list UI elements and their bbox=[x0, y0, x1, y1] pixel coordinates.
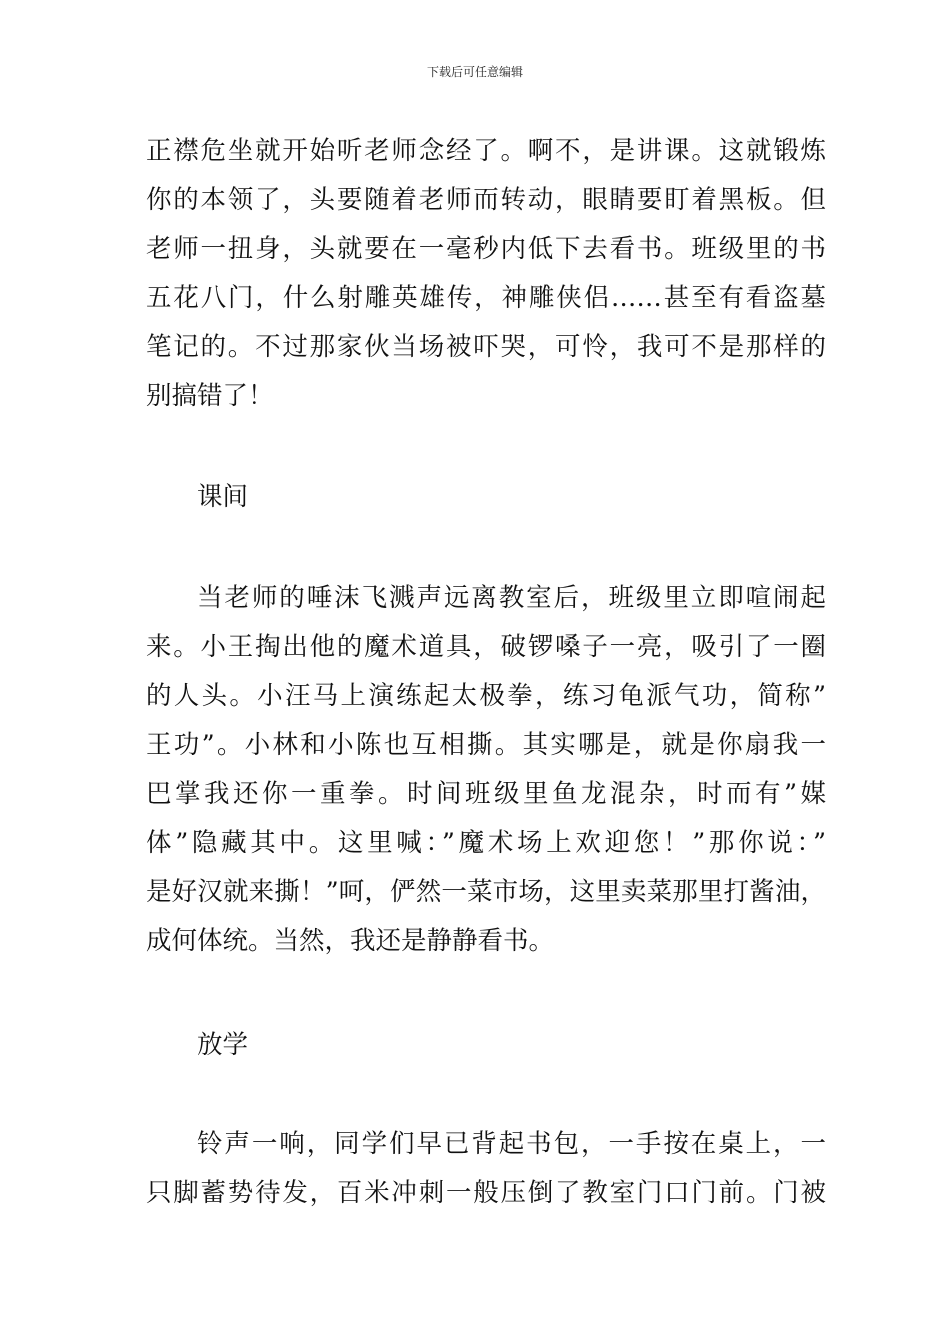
text-line: 是好汉就来撕！”呵，俨然一菜市场，这里卖菜那里打酱油， bbox=[146, 877, 826, 907]
text-line: 成何体统。当然，我还是静静看书。 bbox=[146, 926, 555, 956]
text-line: 老师一扭身，头就要在一毫秒内低下去看书。班级里的书 bbox=[146, 234, 826, 264]
text-line: 五花八门，什么射雕英雄传，神雕侠侣……甚至有看盗墓 bbox=[146, 283, 826, 313]
text-line: 铃声一响，同学们早已背起书包，一手按在桌上，一 bbox=[197, 1129, 826, 1159]
text-line: 的人头。小汪马上演练起太极拳，练习龟派气功，简称” bbox=[146, 681, 826, 711]
text-line: 正襟危坐就开始听老师念经了。啊不，是讲课。这就锻炼 bbox=[146, 136, 826, 166]
text-line: 只脚蓄势待发，百米冲刺一般压倒了教室门口门前。门被 bbox=[146, 1178, 826, 1208]
text-line: 当老师的唾沫飞溅声远离教室后，班级里立即喧闹起 bbox=[197, 583, 826, 613]
section-heading-break: 课间 bbox=[197, 482, 249, 512]
page-header: 下载后可任意编辑 bbox=[426, 65, 523, 79]
text-line: 别搞错了！ bbox=[146, 381, 274, 411]
text-line: 王功”。小林和小陈也互相撕。其实哪是，就是你扇我一 bbox=[146, 730, 826, 760]
text-line: 笔记的。不过那家伙当场被吓哭，可怜，我可不是那样的 bbox=[146, 332, 826, 362]
paragraph-2 bbox=[146, 574, 826, 966]
paragraph-1 bbox=[146, 127, 826, 421]
text-line: 你的本领了，头要随着老师而转动，眼睛要盯着黑板。但 bbox=[146, 185, 826, 215]
paragraph-3 bbox=[146, 1120, 826, 1218]
text-line: 来。小王掏出他的魔术道具，破锣嗓子一亮，吸引了一圈 bbox=[146, 632, 826, 662]
text-line: 体”隐藏其中。这里喊：”魔术场上欢迎您！”那你说：” bbox=[146, 828, 826, 858]
text-line: 巴掌我还你一重拳。时间班级里鱼龙混杂，时而有”媒 bbox=[146, 779, 826, 809]
section-heading-dismissal: 放学 bbox=[197, 1030, 249, 1060]
